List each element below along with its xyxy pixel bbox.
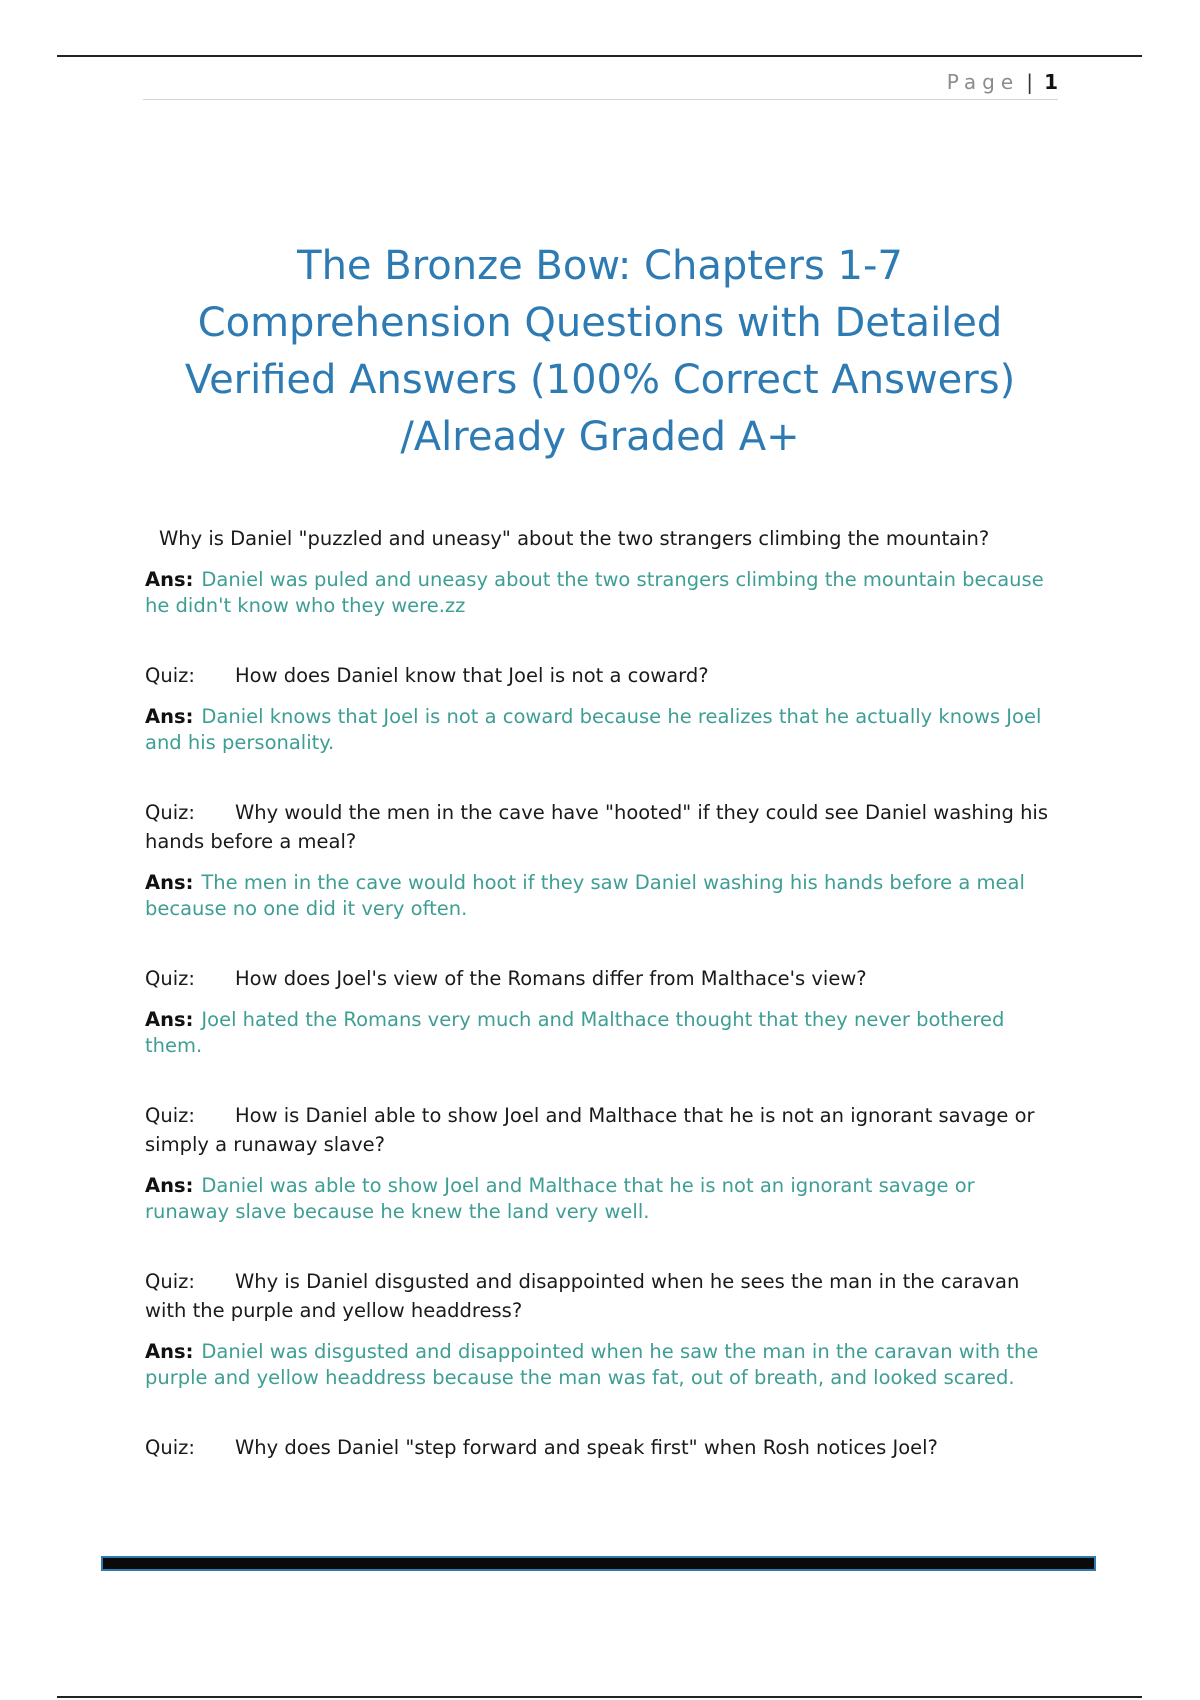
- ans-label: Ans:: [145, 1174, 194, 1197]
- answer: [145, 704, 1065, 756]
- question-text: Why is Daniel disgusted and disappointed when he sees the man in the caravan with the purple and yellow headdress?: [145, 1270, 1020, 1322]
- question-text: Why is Daniel "puzzled and uneasy" about the two strangers climbing the mountain?: [159, 527, 990, 550]
- title-line-1: The Bronze Bow: Chapters 1-7: [297, 243, 903, 289]
- qa-item: [145, 1101, 1065, 1225]
- answer-text: Daniel knows that Joel is not a coward because he realizes that he actually knows Joel and his personality.: [145, 705, 1042, 754]
- page-separator: |: [1026, 70, 1033, 94]
- quiz-label: Quiz:: [145, 801, 195, 824]
- quiz-label: Quiz:: [145, 1270, 195, 1293]
- answer-text: Daniel was disgusted and disappointed when he saw the man in the caravan with the purple and yellow headdress because the man was fat, out of breath, and looked scared.: [145, 1340, 1039, 1389]
- footer-bar: [101, 1556, 1096, 1571]
- qa-item: [145, 798, 1065, 922]
- answer: [145, 1173, 1065, 1225]
- qa-item: [145, 964, 1065, 1059]
- answer: [145, 567, 1065, 619]
- question-text: How is Daniel able to show Joel and Malthace that he is not an ignorant savage or simply a runaway slave?: [145, 1104, 1035, 1156]
- answer-text: Daniel was able to show Joel and Malthace that he is not an ignorant savage or runaway slave because he knew the land very well.: [145, 1174, 975, 1223]
- title-line-3: Verified Answers (100% Correct Answers): [184, 357, 1016, 403]
- question-text: Why would the men in the cave have "hooted" if they could see Daniel washing his hands before a meal?: [145, 801, 1049, 853]
- ans-label: Ans:: [145, 1340, 194, 1363]
- bottom-rule: [57, 1696, 1142, 1698]
- title-line-2: Comprehension Questions with Detailed: [197, 300, 1003, 346]
- qa-list: [145, 524, 1065, 1504]
- answer-text: Daniel was puled and uneasy about the two strangers climbing the mountain because he didn't know who they were.zz: [145, 568, 1044, 617]
- qa-item: [145, 524, 1065, 619]
- question-text: How does Daniel know that Joel is not a coward?: [235, 664, 709, 687]
- ans-label: Ans:: [145, 705, 194, 728]
- question: [145, 1267, 1065, 1325]
- question: [145, 1101, 1065, 1159]
- qa-item: [145, 1433, 1065, 1462]
- title-line-4: /Already Graded A+: [400, 414, 800, 460]
- question: [145, 798, 1065, 856]
- answer: [145, 1007, 1065, 1059]
- qa-item: [145, 1267, 1065, 1391]
- document-title: [130, 238, 1070, 466]
- qa-item: [145, 661, 1065, 756]
- ans-label: Ans:: [145, 568, 194, 591]
- top-rule: [57, 55, 1142, 57]
- quiz-label: Quiz:: [145, 664, 195, 687]
- answer-text: The men in the cave would hoot if they saw Daniel washing his hands before a meal because no one did it very often.: [145, 871, 1025, 920]
- page-label: Page: [946, 70, 1020, 94]
- quiz-label: Quiz:: [145, 967, 195, 990]
- question: [145, 964, 1065, 993]
- ans-label: Ans:: [145, 871, 194, 894]
- ans-label: Ans:: [145, 1008, 194, 1031]
- question: [145, 661, 1065, 690]
- question-text: How does Joel's view of the Romans differ from Malthace's view?: [235, 967, 867, 990]
- page-number: 1: [1044, 70, 1058, 94]
- page-header: [143, 66, 1058, 100]
- answer-text: Joel hated the Romans very much and Malthace thought that they never bothered them.: [145, 1008, 1005, 1057]
- question-text: Why does Daniel "step forward and speak first" when Rosh notices Joel?: [235, 1436, 938, 1459]
- quiz-label: Quiz:: [145, 1436, 195, 1459]
- question: [145, 1433, 1065, 1462]
- answer: [145, 1339, 1065, 1391]
- answer: [145, 870, 1065, 922]
- quiz-label: Quiz:: [145, 1104, 195, 1127]
